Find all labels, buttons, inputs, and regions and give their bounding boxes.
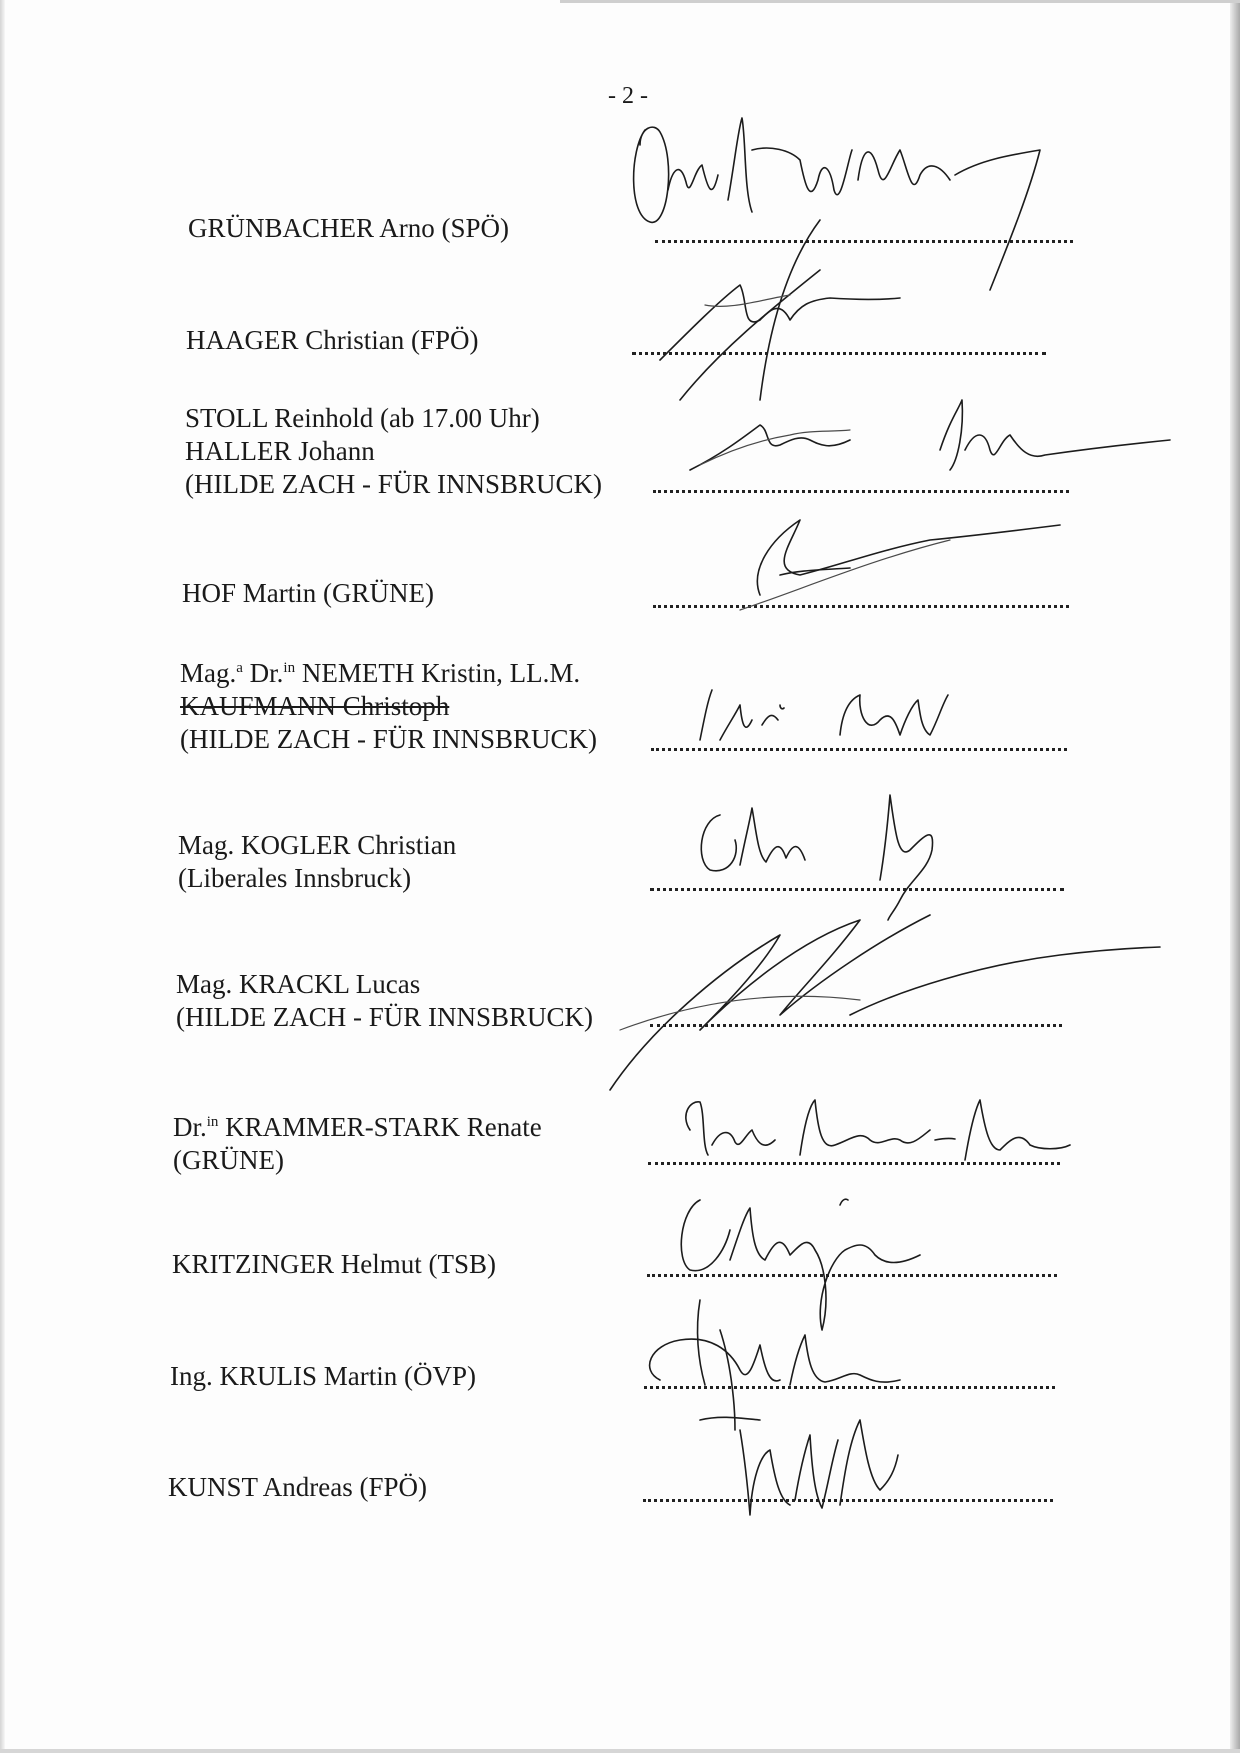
- signature-haller: [690, 400, 1170, 470]
- signature-line: [647, 1274, 1057, 1277]
- scan-edge-left: [0, 0, 5, 1753]
- signature-line: [651, 748, 1067, 751]
- signatory-name: GRÜNBACHER Arno (SPÖ): [188, 213, 510, 243]
- signature-krackl: [610, 915, 1160, 1090]
- signature-line: [643, 1499, 1053, 1502]
- signatory-party: (HILDE ZACH - FÜR INNSBRUCK): [180, 724, 597, 754]
- signature-line: [653, 605, 1069, 608]
- signature-line: [650, 1024, 1062, 1027]
- signatory-entry: [173, 1106, 542, 1177]
- signatory-party: (GRÜNE): [173, 1145, 284, 1175]
- signature-kritzinger: [681, 1199, 920, 1330]
- signatory-party: (Liberales Innsbruck): [178, 863, 412, 893]
- signatory-name: KRITZINGER Helmut (TSB): [172, 1249, 496, 1279]
- signature-line: [650, 888, 1064, 891]
- signatory-name: Mag. KRACKL Lucas: [176, 969, 421, 999]
- signatory-entry: [172, 1248, 496, 1281]
- scan-edge-bottom: [0, 1749, 1240, 1753]
- signature-nemeth: [700, 690, 948, 740]
- signature-hof: [740, 520, 1060, 610]
- signature-gruenbacher: [634, 118, 1040, 400]
- signatory-name: Mag. KOGLER Christian: [178, 830, 457, 860]
- signatory-name: Ing. KRULIS Martin (ÖVP): [170, 1361, 476, 1391]
- signatory-entry: [178, 829, 456, 895]
- signatory-entry: [168, 1471, 427, 1504]
- signatory-name: Dr.$^{in}$ KRAMMER-STARK Renate: [173, 1112, 542, 1142]
- signatory-name: KUNST Andreas (FPÖ): [168, 1472, 428, 1502]
- signatory-name: STOLL Reinhold (ab 17.00 Uhr): [185, 403, 540, 433]
- signatory-party: (HILDE ZACH - FÜR INNSBRUCK): [176, 1002, 593, 1032]
- signatory-name: HAAGER Christian (FPÖ): [186, 325, 479, 355]
- signature-line: [644, 1386, 1055, 1389]
- signatory-entry: [185, 402, 602, 501]
- page-number: - 2 -: [608, 83, 648, 109]
- signatory-entry: [188, 212, 509, 245]
- scan-edge-top: [560, 0, 1240, 3]
- signatory-name: HALLER Johann: [185, 436, 375, 466]
- signature-krammer-stark: [686, 1100, 1070, 1160]
- scan-edge-right: [1230, 0, 1240, 1753]
- signatory-name: Mag.$^a$ Dr.$^{in}$ NEMETH Kristin, LL.M.: [180, 658, 581, 688]
- signature-line: [632, 352, 1046, 355]
- signatory-entry: [182, 577, 434, 610]
- signature-line: [648, 1162, 1060, 1165]
- signature-line: [655, 240, 1073, 243]
- signature-haager: [660, 270, 900, 400]
- signature-kogler: [701, 795, 932, 920]
- signatory-entry: [180, 652, 597, 756]
- signatory-entry: [176, 968, 593, 1034]
- signature-line: [653, 490, 1069, 493]
- struck-name: KAUFMANN Christoph: [180, 691, 450, 721]
- signatory-name: HOF Martin (GRÜNE): [182, 578, 434, 608]
- signatory-party: (HILDE ZACH - FÜR INNSBRUCK): [185, 469, 602, 499]
- signatory-entry: [170, 1360, 476, 1393]
- signature-krulis: [650, 1300, 900, 1430]
- signatory-entry: [186, 324, 479, 357]
